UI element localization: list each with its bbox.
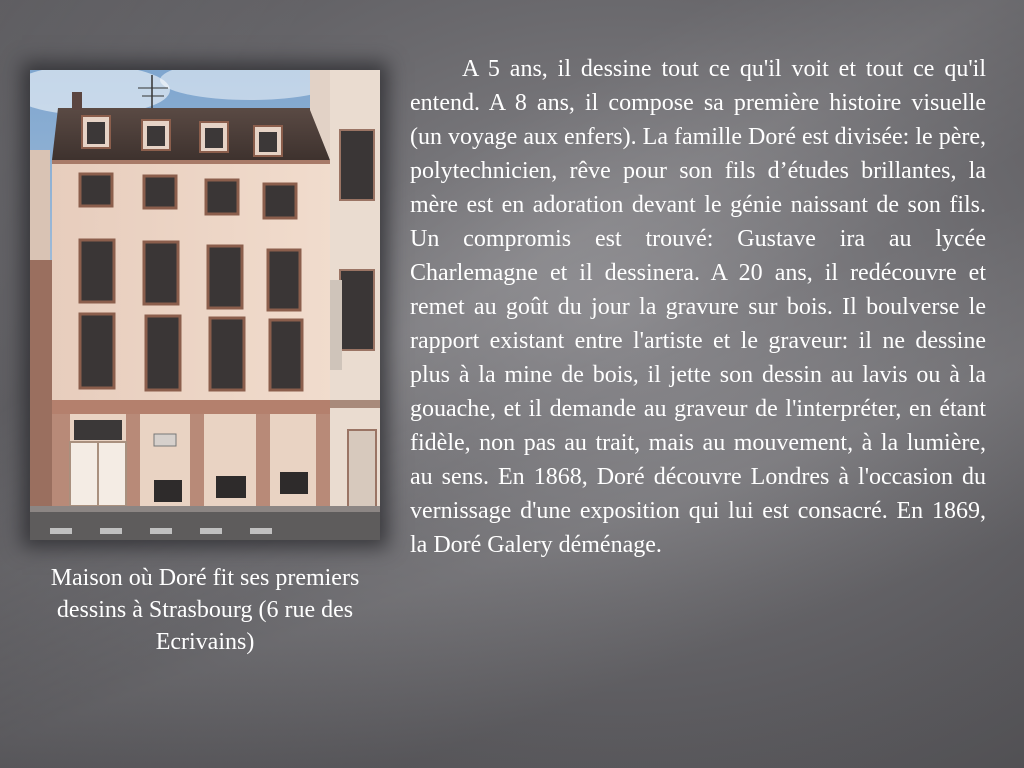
- photo-caption: Maison où Doré fit ses premiers dessins à Strasbourg (6 rue des Ecrivains): [50, 565, 360, 655]
- body-paragraph: A 5 ans, il dessine tout ce qu'il voit et tout ce qu'il entend. A 8 ans, il compose sa première histoire visuelle (un voyage aux enfers). La famille Doré est divisée: le père, polytechnicien, rêve pour son fils d’études brillantes, la mère est en adoration devant le génie naissant de son fils. Un compromis est trouvé: Gustave ira au lycée Charlemagne et il dessinera. A 20 ans, il redécouvre et remet au goût du jour la gravure sur bois. Il boulverse le rapport existant entre l'artiste et le graveur: il ne dessine plus à la mine de bois, il jette son dessin au lavis ou à la gouache, et il demande au graveur de l'interpréter, en étant fidèle, non pas au trait, mais au mouvement, à la lumière, au sens. En 1868, Doré découvre Londres à l'occasion du vernissage d'une exposition qui lui est consacré. En 1869, la Doré Galery déménage.: [410, 56, 986, 558]
- building-photo: [30, 70, 380, 540]
